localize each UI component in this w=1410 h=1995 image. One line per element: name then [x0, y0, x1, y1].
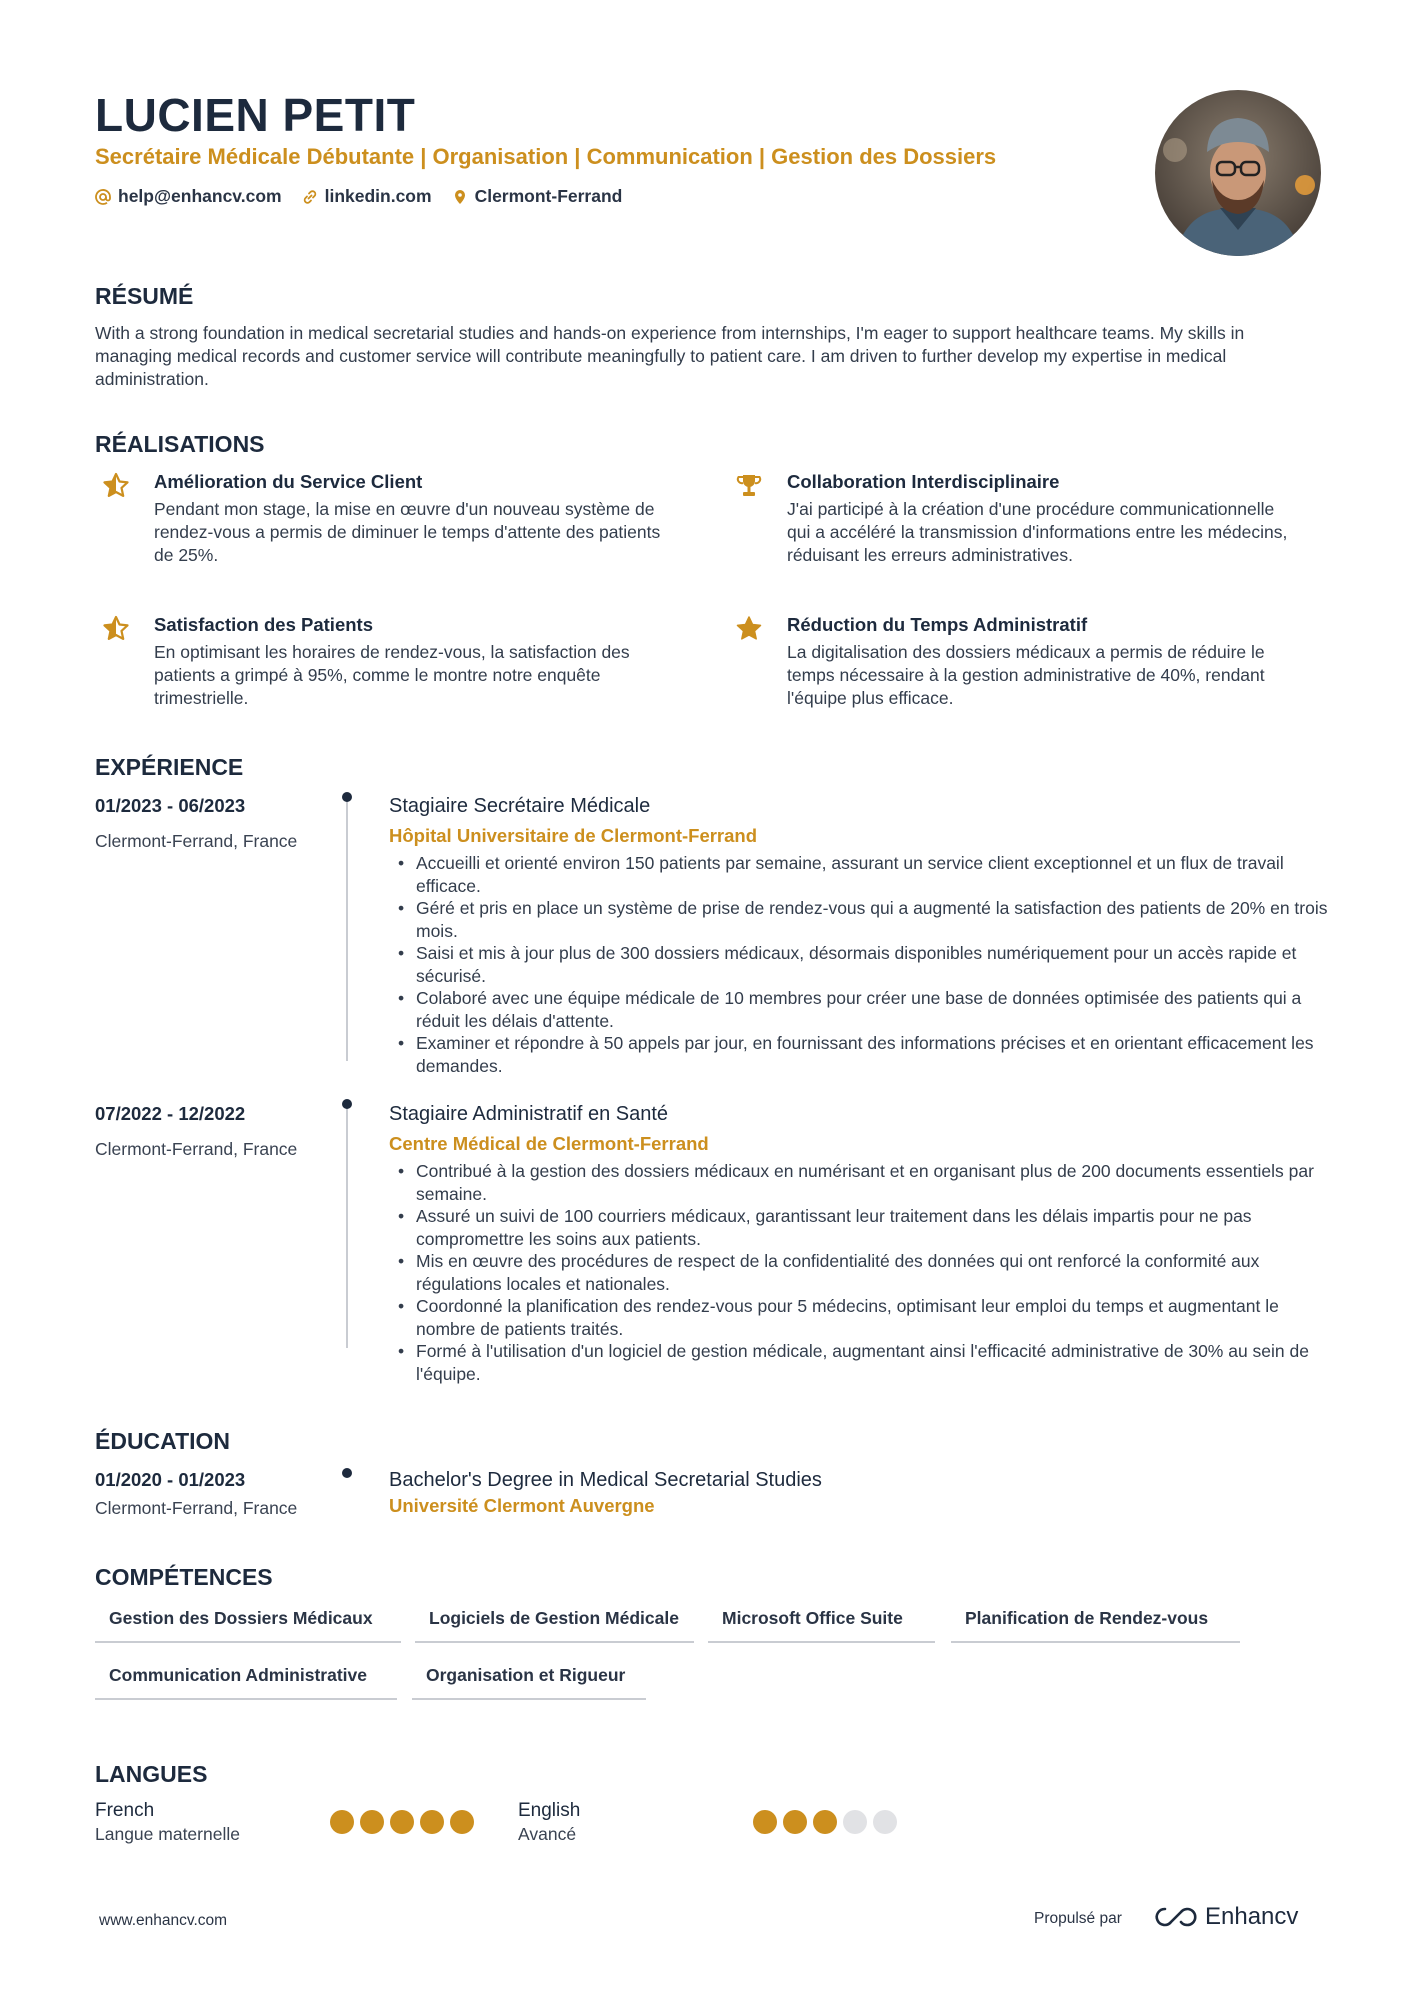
rating-dot-empty — [843, 1810, 867, 1834]
experience-heading: EXPÉRIENCE — [95, 754, 244, 780]
list-item: • Saisi et mis à jour plus de 300 dossiers médicaux, désormais disponibles numériquement pour un accès rapide et sécurisé. — [389, 942, 1334, 987]
list-item: • Formé à l'utilisation d'un logiciel de gestion médicale, augmentant ainsi l'efficacité administrative de 30% au sein de l'équipe. — [389, 1340, 1334, 1385]
language-level: Langue maternelle — [95, 1824, 240, 1844]
contact-linkedin[interactable] — [302, 186, 432, 207]
candidate-name: LUCIEN PETIT — [95, 89, 416, 141]
trophy-icon — [734, 471, 764, 501]
enhancv-logo-icon — [1153, 1905, 1199, 1929]
achievement-title: Collaboration Interdisciplinaire — [787, 471, 1060, 492]
experience-company: Hôpital Universitaire de Clermont-Ferrand — [389, 825, 758, 846]
timeline-line — [346, 797, 348, 1061]
language-item — [95, 1800, 240, 1845]
education-dates: 01/2020 - 01/2023 — [95, 1469, 246, 1490]
skill-tag: Planification de Rendez-vous — [951, 1608, 1240, 1643]
enhancv-logo-text: Enhancv — [1205, 1903, 1299, 1930]
list-item: • Coordonné la planification des rendez-vous pour 5 médecins, optimisant leur emploi du temps et augmentant le nombre de patients traités. — [389, 1295, 1334, 1340]
experience-location: Clermont-Ferrand, France — [95, 831, 298, 851]
languages-heading: LANGUES — [95, 1761, 208, 1787]
timeline-line — [346, 1104, 348, 1348]
enhancv-logo[interactable] — [1153, 1903, 1298, 1931]
rating-dot-filled — [813, 1810, 837, 1834]
achievement-title: Amélioration du Service Client — [154, 471, 423, 492]
contact-email-text: help@enhancv.com — [118, 186, 282, 206]
at-icon — [95, 189, 111, 205]
list-item: • Assuré un suivi de 100 courriers médicaux, garantissant leur traitement dans les délais impartis pour ne pas compromettre les soins aux patients. — [389, 1205, 1334, 1250]
half-star-icon — [101, 471, 131, 501]
half-star-icon — [101, 614, 131, 644]
list-item: • Mis en œuvre des procédures de respect de la confidentialité des données qui ont renforcé la conformité aux régulations locales et nationales. — [389, 1250, 1334, 1295]
link-icon — [302, 189, 318, 205]
rating-dot-filled — [450, 1810, 474, 1834]
skill-tag: Microsoft Office Suite — [708, 1608, 935, 1643]
contact-linkedin-text: linkedin.com — [324, 186, 432, 206]
achievement-description: La digitalisation des dossiers médicaux a permis de réduire le temps nécessaire à la gestion administrative de 40%, rendant l'équipe plus efficace. — [787, 642, 1265, 708]
education-heading: ÉDUCATION — [95, 1428, 231, 1454]
achievements-heading: RÉALISATIONS — [95, 431, 265, 457]
language-name: French — [95, 1800, 155, 1821]
summary-text: With a strong foundation in medical secretarial studies and hands-on experience from internships, I'm eager to support healthcare teams. My skills in managing medical records and customer service will contribute meaningfully to patient care. I am driven to further develop my expertise in medical administration. — [95, 323, 1245, 389]
education-school: Université Clermont Auvergne — [389, 1495, 655, 1516]
rating-dot-filled — [330, 1810, 354, 1834]
list-item: • Contribué à la gestion des dossiers médicaux en numérisant et en organisant plus de 200 documents essentiels par semaine. — [389, 1160, 1334, 1205]
list-item: • Géré et pris en place un système de prise de rendez-vous qui a augmenté la satisfaction des patients de 20% en trois mois. — [389, 897, 1334, 942]
language-item — [518, 1800, 580, 1845]
timeline-dot — [342, 1099, 352, 1109]
skills-heading: COMPÉTENCES — [95, 1564, 273, 1590]
rating-dot-filled — [420, 1810, 444, 1834]
timeline-dot — [342, 1468, 352, 1478]
location-pin-icon — [452, 189, 468, 205]
star-icon — [734, 614, 764, 644]
footer-url[interactable]: www.enhancv.com — [99, 1912, 228, 1929]
contact-bar — [95, 186, 622, 207]
language-rating — [330, 1810, 474, 1834]
skill-tag: Communication Administrative — [95, 1665, 397, 1700]
skill-tag: Organisation et Rigueur — [412, 1665, 646, 1700]
skill-tag: Gestion des Dossiers Médicaux — [95, 1608, 401, 1643]
language-level: Avancé — [518, 1824, 577, 1844]
experience-role: Stagiaire Secrétaire Médicale — [389, 795, 651, 817]
experience-bullets — [389, 852, 1334, 1077]
experience-role: Stagiaire Administratif en Santé — [389, 1103, 669, 1125]
experience-bullets — [389, 1160, 1334, 1385]
contact-email[interactable] — [95, 186, 282, 207]
list-item: • Colaboré avec une équipe médicale de 10 membres pour créer une base de données optimisée des patients qui a réduit les délais d'attente. — [389, 987, 1334, 1032]
rating-dot-filled — [360, 1810, 384, 1834]
rating-dot-filled — [753, 1810, 777, 1834]
list-item: • Accueilli et orienté environ 150 patients par semaine, assurant un service client exceptionnel et un flux de travail efficace. — [389, 852, 1334, 897]
rating-dot-filled — [390, 1810, 414, 1834]
footer-powered-by: Propulsé par — [1034, 1910, 1122, 1927]
education-degree: Bachelor's Degree in Medical Secretarial Studies — [389, 1469, 822, 1491]
achievement-description: En optimisant les horaires de rendez-vous, la satisfaction des patients a grimpé à 95%, comme le montre notre enquête trimestrielle. — [154, 642, 630, 708]
experience-dates: 01/2023 - 06/2023 — [95, 795, 246, 816]
language-rating — [753, 1810, 897, 1834]
achievement-title: Réduction du Temps Administratif — [787, 614, 1088, 635]
list-item: • Examiner et répondre à 50 appels par jour, en fournissant des informations précises et en orientant efficacement les demandes. — [389, 1032, 1334, 1077]
rating-dot-empty — [873, 1810, 897, 1834]
education-location: Clermont-Ferrand, France — [95, 1498, 298, 1518]
achievement-description: J'ai participé à la création d'une procédure communicationnelle qui a accéléré la transmission d'informations entre les médecins, réduisant les erreurs administratives. — [787, 499, 1288, 565]
experience-dates: 07/2022 - 12/2022 — [95, 1103, 246, 1124]
achievement-description: Pendant mon stage, la mise en œuvre d'un nouveau système de rendez-vous a permis de diminuer le temps d'attente des patients de 25%. — [154, 499, 661, 565]
language-name: English — [518, 1800, 581, 1821]
timeline-dot — [342, 792, 352, 802]
experience-location: Clermont-Ferrand, France — [95, 1139, 298, 1159]
rating-dot-filled — [783, 1810, 807, 1834]
profile-photo — [1155, 90, 1321, 256]
experience-company: Centre Médical de Clermont-Ferrand — [389, 1133, 709, 1154]
headline: Secrétaire Médicale Débutante | Organisation | Communication | Gestion des Dossiers — [95, 144, 997, 169]
contact-location — [452, 186, 623, 207]
achievement-title: Satisfaction des Patients — [154, 614, 373, 635]
summary-heading: RÉSUMÉ — [95, 283, 194, 309]
skill-tag: Logiciels de Gestion Médicale — [415, 1608, 694, 1643]
contact-location-text: Clermont-Ferrand — [474, 186, 623, 206]
